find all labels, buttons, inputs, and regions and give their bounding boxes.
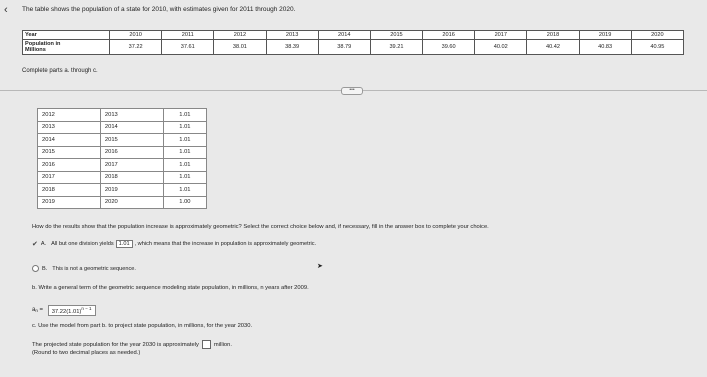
population-cell: 38.01 [214,40,266,55]
projection-line [32,340,232,349]
option-a-answer-box[interactable]: 1.01 [116,240,133,248]
table-row [38,146,207,159]
ratio-cell: 2014 [38,134,101,147]
population-row [23,40,684,55]
projection-text-before: The projected state population for the year 2030 is approximately [32,341,199,348]
question-a: How do the results show that the population increase is approximately geometric? Select the correct choice below and, if necessary, fill in the answer box to complete your choice. [32,224,489,230]
population-cell: 38.79 [318,40,370,55]
year-cell: 2014 [318,31,370,40]
problem-intro: The table shows the population of a state for 2010, with estimates given for 2011 through 2020. [22,6,296,13]
option-b-text: This is not a geometric sequence. [52,265,136,272]
ratio-cell: 2018 [100,171,163,184]
option-b[interactable] [32,265,136,272]
ratio-cell: 1.01 [163,159,206,172]
option-b-letter: B. [42,265,48,272]
selected-check-icon: ✔ [32,241,38,248]
projection-answer-box[interactable] [202,340,211,349]
year-cell: 2013 [266,31,318,40]
population-cell: 38.39 [266,40,318,55]
option-a-text-after: , which means that the increase in population is approximately geometric. [134,241,317,247]
population-cell: 40.83 [579,40,631,55]
ratio-cell: 2013 [100,109,163,122]
year-cell: 2020 [631,31,683,40]
instructions: Complete parts a. through c. [22,68,98,74]
question-b: b. Write a general term of the geometric sequence modeling state population, in millions, n years after 2009. [32,285,309,291]
ratio-cell: 2015 [100,134,163,147]
population-cell: 39.60 [423,40,475,55]
year-cell: 2011 [162,31,214,40]
table-row [38,109,207,122]
year-cell: 2017 [475,31,527,40]
ratio-cell: 2015 [38,146,101,159]
ratio-cell: 2013 [38,121,101,134]
table-row [38,171,207,184]
population-table [22,30,684,55]
year-cell: 2012 [214,31,266,40]
formula-answer [32,305,96,316]
ratio-cell: 2014 [100,121,163,134]
population-header-line2: Millions [25,47,46,53]
ratio-cell: 2017 [38,171,101,184]
option-b-radio[interactable] [32,265,39,272]
back-arrow-icon[interactable]: ‹ [4,4,8,16]
ratio-cell: 2012 [38,109,101,122]
population-cell: 37.61 [162,40,214,55]
rounding-note: (Round to two decimal places as needed.) [32,350,141,356]
ratio-cell: 1.00 [163,196,206,209]
year-cell: 2015 [370,31,422,40]
table-row [38,196,207,209]
formula-equals: = [37,307,45,314]
option-a[interactable] [32,240,316,248]
table-row [38,134,207,147]
table-row [38,159,207,172]
question-c: c. Use the model from part b. to project state population, in millions, for the year 2030. [32,323,253,329]
population-cell: 40.95 [631,40,683,55]
population-header-line1: Population in [25,41,61,47]
year-cell: 2019 [579,31,631,40]
formula-exponent: n − 1 [81,306,92,311]
table-row [38,121,207,134]
year-cell: 2018 [527,31,579,40]
option-a-text-before: All but one division yields [51,241,114,247]
year-row [23,31,684,40]
ratio-cell: 1.01 [163,146,206,159]
projection-text-after: million. [213,341,232,348]
ratio-cell: 2019 [38,196,101,209]
mouse-cursor-icon: ➤ [317,263,323,270]
year-header: Year [23,31,110,40]
ratio-table [37,108,207,209]
formula-subscript: n [35,307,38,313]
population-cell: 40.42 [527,40,579,55]
population-cell: 40.02 [475,40,527,55]
expand-more-button[interactable]: ••• [341,87,363,95]
ratio-cell: 2020 [100,196,163,209]
ratio-cell: 2017 [100,159,163,172]
formula-value: 37.22(1.01) [51,308,82,315]
ratio-cell: 2018 [38,184,101,197]
ratio-cell: 1.01 [163,184,206,197]
ratio-cell: 2016 [100,146,163,159]
ratio-cell: 1.01 [163,121,206,134]
ratio-cell: 2019 [100,184,163,197]
year-cell: 2010 [110,31,162,40]
ratio-cell: 1.01 [163,171,206,184]
ratio-cell: 1.01 [163,134,206,147]
formula-lhs: a [32,307,36,314]
formula-answer-box[interactable] [48,305,96,316]
population-header [23,40,110,55]
population-cell: 39.21 [370,40,422,55]
option-a-letter: A. [40,241,47,247]
ratio-cell: 2016 [38,159,101,172]
year-cell: 2016 [423,31,475,40]
population-cell: 37.22 [110,40,162,55]
table-row [38,184,207,197]
ratio-cell: 1.01 [163,109,206,122]
